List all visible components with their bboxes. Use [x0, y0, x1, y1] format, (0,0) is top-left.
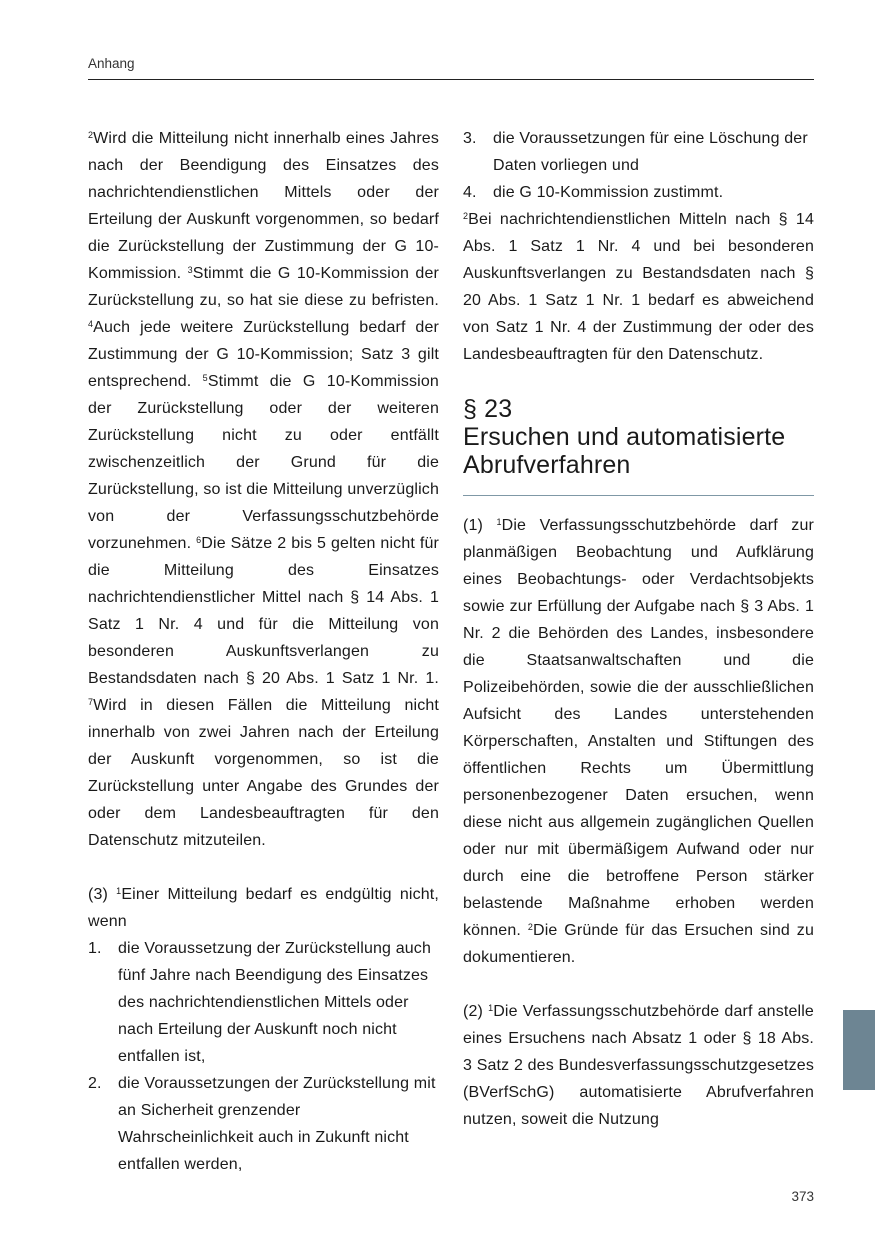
running-header: Anhang: [88, 56, 135, 71]
paragraph-label: (1): [463, 517, 497, 534]
sentence-text: Die Sätze 2 bis 5 gelten nicht für die Mitteilung des Einsatzes nachrichtendienstlicher Mittel nach § 14 Abs. 1 Satz 1 Nr. 4 und für die Mitteilung von besonderen Auskunftsverlangen zu Bestandsdaten nach § 20 Abs. 1 Satz 1 Nr. 1.: [88, 535, 440, 687]
sentence-number: 1: [488, 1003, 494, 1013]
sentence-text: Wird die Mitteilung nicht innerhalb eines Jahres nach der Beendigung des Einsatzes des nachrichtendienstlichen Mittels oder der Erteilung der Auskunft vorgenommen, so bedarf die Zurückstellung der Zustimmung der G 10-Kommission.: [88, 130, 439, 282]
sentence-text: Wird in diesen Fällen die Mitteilung nicht innerhalb von zwei Jahren nach der Erteilung der Auskunft vorgenommen, so ist die Zurückstellung unter Angabe des Grundes der oder dem Landesbeauftragten für den Datenschutz mitzuteilen.: [88, 697, 439, 849]
section-title-line-1: Ersuchen und automatisierte: [463, 423, 786, 451]
paragraph-1: [463, 512, 814, 971]
list-number: 1.: [88, 940, 102, 957]
list-item: [463, 179, 814, 206]
list-item: [88, 1070, 439, 1178]
sentence-text: Auch jede weitere Zurückstellung bedarf der Zustimmung der G 10-Kommission; Satz 3 gilt entsprechend.: [88, 319, 439, 390]
header-rule: [88, 79, 814, 80]
condition-list: [88, 935, 439, 1178]
chapter-thumb-tab: [843, 1010, 875, 1090]
list-text: die Voraussetzungen der Zurückstellung mit an Sicherheit grenzender Wahrscheinlichkeit auch in Zukunft nicht entfallen werden,: [118, 1075, 436, 1173]
sentence-text: Bei nachrichtendienstlichen Mitteln nach § 14 Abs. 1 Satz 1 Nr. 4 und bei besonderen Auskunftsverlangen zu Bestandsdaten nach § 20 Abs. 1 Satz 1 Nr. 1 bedarf es abweichend von Satz 1 Nr. 4 der Zustimmung der oder des Landesbeauftragten für den Datenschutz.: [463, 211, 814, 363]
sentence-number: 3: [187, 265, 193, 275]
condition-list-continued: [463, 125, 814, 206]
sentence-text: Die Gründe für das Ersuchen sind zu dokumentieren.: [463, 922, 814, 966]
sentence-number: 7: [88, 697, 94, 707]
sentence-number: 2: [463, 211, 469, 221]
sentence-number: 4: [88, 319, 94, 329]
list-text: die Voraussetzungen für eine Löschung der Daten vorliegen und: [493, 130, 808, 174]
list-item: [88, 935, 439, 1070]
sentence-number: 5: [202, 373, 208, 383]
paragraph-gap: [88, 854, 439, 881]
sentence-text: Einer Mitteilung bedarf es endgültig nicht, wenn: [88, 886, 439, 930]
paragraph-2: [463, 998, 814, 1133]
list-item: [463, 125, 814, 179]
sentence-text: Die Verfassungsschutzbehörde darf zur planmäßigen Beobachtung und Aufklärung eines Beobachtungs- oder Verdachtsobjekts sowie zur Erfüllung der Aufgabe nach § 3 Abs. 1 Nr. 2 die Behörden des Landes, insbesondere die Staatsanwaltschaften und die Polizeibehörden, sowie die der ausschließlichen Aufsicht des Landes unterstehenden Körperschaften, Anstalten und Stiftungen des öffentlichen Rechts um Übermittlung personenbezogener Daten ersuchen, wenn diese nicht aus allgemein zugänglichen Quellen oder nur mit übermäßigem Aufwand oder nur durch eine die betroffene Person stärker belastende Maßnahme erhoben werden können.: [463, 517, 814, 939]
page-number: 373: [791, 1189, 814, 1204]
left-column: [88, 125, 439, 1178]
paragraph-label: (2): [463, 1003, 489, 1020]
list-text: die G 10-Kommission zustimmt.: [493, 184, 724, 201]
section-rule: [463, 495, 814, 496]
sentence-text: Die Verfassungsschutzbehörde darf anstelle eines Ersuchens nach Absatz 1 oder § 18 Abs. 3 Satz 2 des Bundesverfassungsschutzgesetzes (BVerfSchG) automatisierte Abrufverfahren nutzen, soweit die Nutzung: [463, 1003, 814, 1128]
list-text: die Voraussetzung der Zurückstellung auch fünf Jahre nach Beendigung des Einsatzes des nachrichtendienstlichen Mittels oder nach Erteilung der Auskunft noch nicht entfallen ist,: [118, 940, 432, 1065]
sentence-number: 2: [88, 130, 94, 140]
paragraph-label: (3): [88, 886, 117, 903]
sentence-number: 1: [496, 517, 502, 527]
sentence-text: Stimmt die G 10-Kommission der Zurückstellung zu, so hat sie diese zu befristen.: [88, 265, 440, 309]
right-column: [463, 125, 814, 1133]
paragraph-2-continued: [88, 125, 439, 854]
list-number: 3.: [463, 130, 477, 147]
sentence-number: 1: [116, 886, 122, 896]
list-number: 2.: [88, 1075, 102, 1092]
paragraph-3: [88, 881, 439, 935]
sentence-number: 2: [527, 922, 533, 932]
sentence-text: Stimmt die G 10-Kommission der Zurückstellung oder der weiteren Zurückstellung nicht zu oder entfällt zwischenzeitlich der Grund für die Zurückstellung, so ist die Mitteilung unverzüglich von der Verfassungsschutzbehörde vorzunehmen.: [88, 373, 439, 552]
paragraph-3-sentence-2: [463, 206, 814, 368]
list-number: 4.: [463, 184, 477, 201]
sentence-number: 6: [196, 535, 202, 545]
section-title-line-2: Abrufverfahren: [463, 451, 631, 479]
section-number: § 23: [463, 395, 513, 423]
section-heading: [463, 395, 814, 479]
paragraph-gap: [463, 971, 814, 998]
